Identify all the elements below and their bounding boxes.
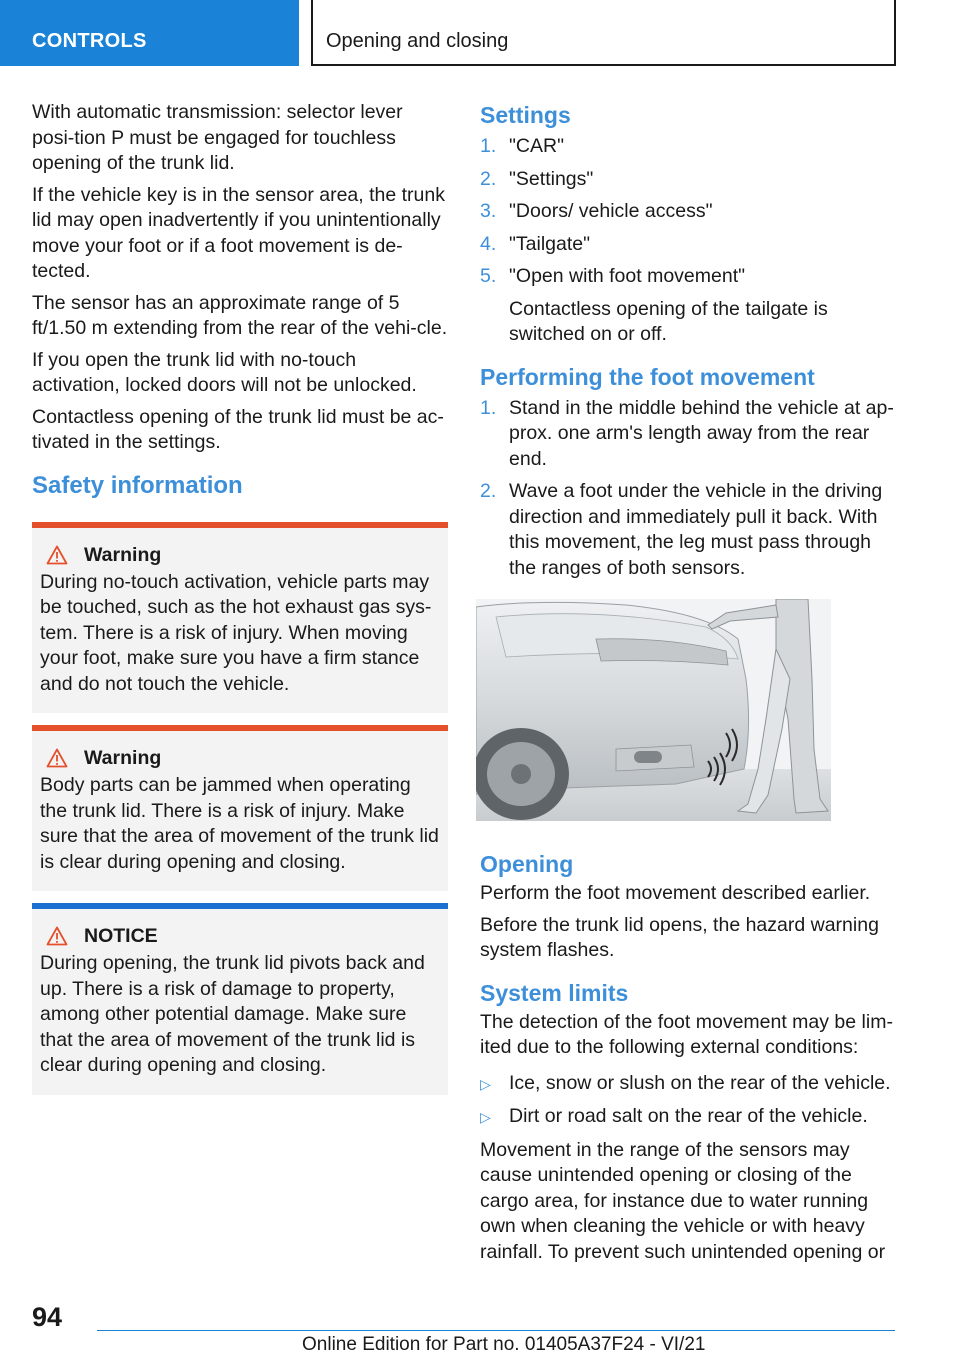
list-item: 2. Wave a foot under the vehicle in the driving direction and immediately pull it back. With this movement, the leg must pass through the ranges of both sensors. <box>480 480 883 579</box>
warning-box <box>32 725 448 891</box>
bullet-triangle-icon: ▷ <box>480 1109 491 1125</box>
paragraph: If you open the trunk lid with no-touch activation, locked doors will not be unlocked. <box>32 348 417 396</box>
warning-text: Body parts can be jammed when operating the trunk lid. There is a risk of injury. Make sure that the area of movement of the trunk lid is clear during opening and closing. <box>40 774 439 873</box>
paragraph: With automatic transmission: selector lever posi-tion P must be engaged for touchless opening of the trunk lid. <box>32 101 403 174</box>
header-underline <box>311 64 896 66</box>
list-item: ▷ Dirt or road salt on the rear of the vehicle. <box>480 1104 900 1131</box>
section-tab <box>0 0 299 66</box>
settings-steps <box>480 134 900 290</box>
paragraph: Movement in the range of the sensors may cause unintended opening or closing of the cargo area, for instance due to water running own when cleaning the vehicle or with heavy rainfall. To prevent such unintended opening or <box>480 1138 886 1263</box>
notice-title: NOTICE <box>40 923 440 949</box>
car-rear-illustration-icon <box>476 599 831 821</box>
system-limits-heading: System limits <box>480 979 629 1006</box>
paragraph: Contactless opening of the trunk lid must be ac-tivated in the settings. <box>32 405 444 453</box>
list-item: 5. "Open with foot movement" <box>480 265 746 287</box>
opening-heading: Opening <box>480 851 574 877</box>
list-item: 3. "Doors/ vehicle access" <box>480 200 713 222</box>
footer-rule <box>97 1330 895 1331</box>
warning-title: Warning <box>40 542 440 568</box>
footer-edition: Online Edition for Part no. 01405A37F24 - VI/21 <box>302 1334 706 1355</box>
warning-triangle-icon <box>46 926 68 946</box>
paragraph: The sensor has an approximate range of 5 ft/1.50 m extending from the rear of the vehi-cle. <box>32 291 448 339</box>
settings-note: Contactless opening of the tailgate is switched on or off. <box>509 297 828 345</box>
notice-bar <box>32 903 448 909</box>
page-title: Opening and closing <box>326 30 509 52</box>
warning-bar <box>32 725 448 731</box>
header-divider-right <box>894 0 896 66</box>
notice-text: During opening, the trunk lid pivots back and up. There is a risk of damage to property, among other potential damage. Make sure that the area of movement of the trunk lid is clear during opening and closing. <box>40 952 425 1076</box>
safety-heading: Safety information <box>32 471 243 499</box>
page-number: 94 <box>32 1302 63 1332</box>
list-item: 2. "Settings" <box>480 167 594 190</box>
paragraph: Perform the foot movement described earlier. <box>480 882 871 904</box>
paragraph: The detection of the foot movement may be lim-ited due to the following external conditions: <box>480 1010 893 1058</box>
section-label: CONTROLS <box>32 30 147 52</box>
warning-triangle-icon <box>46 545 68 565</box>
bullet-triangle-icon: ▷ <box>480 1075 491 1092</box>
settings-heading: Settings <box>480 102 571 128</box>
warning-triangle-icon <box>46 748 68 768</box>
paragraph: Before the trunk lid opens, the hazard warning system flashes. <box>480 913 879 961</box>
foot-movement-illustration <box>476 599 831 821</box>
right-column <box>480 100 900 1271</box>
warning-text: During no-touch activation, vehicle parts may be touched, such as the hot exhaust gas sys-tem. There is a risk of injury. When moving your foot, make sure you have a firm stance and do not touch the vehicle. <box>40 570 432 695</box>
foot-movement-heading: Performing the foot movement <box>480 363 815 390</box>
warning-box <box>32 522 448 714</box>
list-item: 4. "Tailgate" <box>480 232 591 255</box>
list-item: ▷ Ice, snow or slush on the rear of the vehicle. <box>480 1071 900 1098</box>
limits-bullets <box>480 1071 900 1131</box>
list-item: 1. "CAR" <box>480 135 565 157</box>
paragraph: If the vehicle key is in the sensor area, the trunk lid may open inadvertently if you unintentionally move your foot or if a foot movement is de-tected. <box>32 183 445 282</box>
notice-box <box>32 903 448 1095</box>
warning-bar <box>32 522 448 528</box>
left-column <box>32 100 448 1095</box>
list-item: 1. Stand in the middle behind the vehicle at ap-prox. one arm's length away from the rear end. <box>480 396 894 470</box>
header-divider-left <box>311 0 313 66</box>
warning-title: Warning <box>40 745 440 771</box>
foot-steps <box>480 396 900 582</box>
